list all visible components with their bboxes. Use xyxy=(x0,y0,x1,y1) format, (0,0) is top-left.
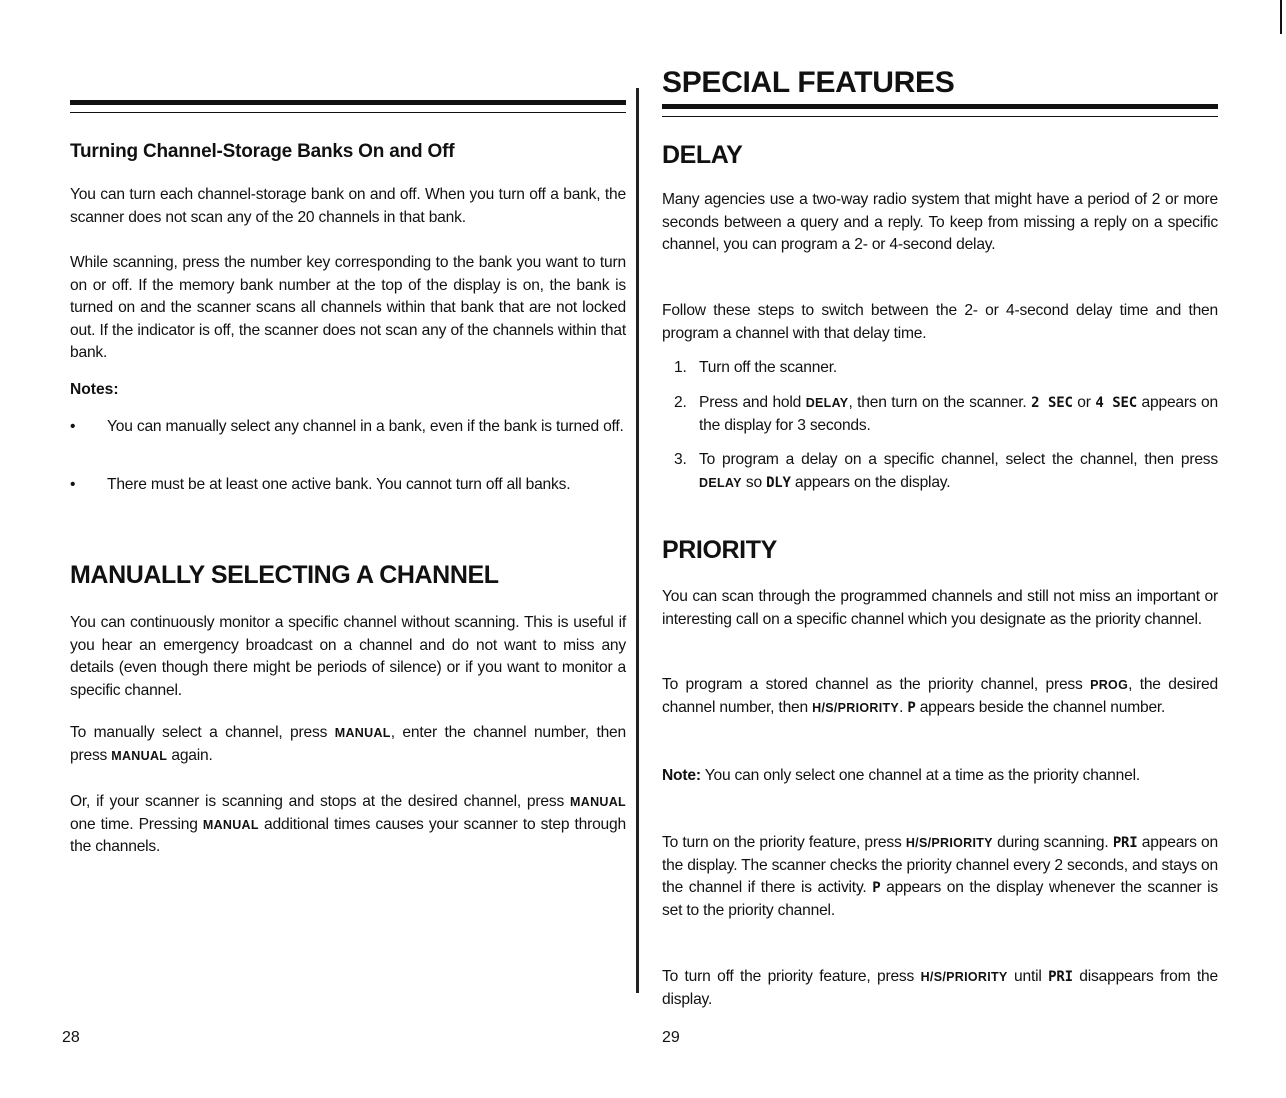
page-number-right: 29 xyxy=(662,1029,680,1046)
delay-paragraph-2: Follow these steps to switch between the 2- or 4-second delay time and then program a channel with that delay time. xyxy=(662,302,1218,342)
priority-paragraph-4: To turn off the priority feature, press H/S/PRIORITY until PRI disappears from the display. xyxy=(662,968,1218,1008)
note-text: You can manually select any channel in a bank, even if the bank is turned off. xyxy=(107,418,624,435)
manual-paragraph-1: You can continuously monitor a specific channel without scanning. This is useful if you hear an emergency broadcast on a channel and do not want to miss any details (even though there might be periods of silence) or if you want to monitor a specific channel. xyxy=(70,614,626,699)
delay-paragraph-1: Many agencies use a two-way radio system that might have a period of 2 or more seconds between a query and a reply. To keep from missing a reply on a specific channel, you can program a 2- or 4-second delay. xyxy=(662,191,1218,253)
lcd-4sec: 4 SEC xyxy=(1095,395,1137,411)
step-text: To program a delay on a specific channel, select the channel, then press DELAY so DLY appears on the display. xyxy=(699,451,1218,491)
edge-mark xyxy=(1280,0,1282,34)
priority-key: H/S/PRIORITY xyxy=(905,836,993,850)
delay-key: DELAY xyxy=(805,396,849,410)
lcd-pri: PRI xyxy=(1112,835,1138,851)
banks-subheading: Turning Channel-Storage Banks On and Off xyxy=(70,141,455,162)
manual-key: MANUAL xyxy=(111,748,168,763)
banks-intro-paragraph: You can turn each channel-storage bank on and off. When you turn off a bank, the scanner does not scan any of the 20 channels in that bank. xyxy=(70,186,626,226)
step-number: 2. xyxy=(674,394,687,411)
lcd-p: P xyxy=(907,699,916,716)
banks-scanning-paragraph: While scanning, press the number key corresponding to the bank you want to turn on or off. If the memory bank number at the top of the display is on, the bank is turned on and the scanner scans all channels within that bank that are not locked out. If the indicator is off, the scanner does not scan any of the channels within that bank. xyxy=(70,254,626,361)
step-text: Press and hold DELAY, then turn on the scanner. 2 SEC or 4 SEC appears on the display for 3 seconds. xyxy=(699,394,1219,434)
top-rule-thick xyxy=(70,100,626,105)
priority-key: H/S/PRIORITY xyxy=(812,700,900,715)
note-label: Note: xyxy=(662,767,701,784)
delay-step-2 xyxy=(662,392,1218,437)
priority-paragraph-3: To turn on the priority feature, press H/S/PRIORITY during scanning. PRI appears on the display. The scanner checks the priority channel every 2 seconds, and stays on the channel if there is activity. P appears on the display whenever the scanner is set to the priority channel. xyxy=(662,834,1218,919)
manual-key: MANUAL xyxy=(570,795,626,809)
bullet-icon: • xyxy=(70,418,76,435)
notes-label: Notes: xyxy=(70,381,119,398)
manual-heading: MANUALLY SELECTING A CHANNEL xyxy=(70,561,499,589)
note-item xyxy=(70,416,626,439)
title-rule-thin xyxy=(662,116,1218,117)
right-page xyxy=(662,0,1218,1098)
manual-paragraph-2: To manually select a channel, press MANUAL, enter the channel number, then press MANUAL again. xyxy=(70,724,626,764)
step-number: 3. xyxy=(674,451,687,468)
left-page xyxy=(62,0,626,1098)
step-text: Turn off the scanner. xyxy=(699,359,837,376)
page-number-left: 28 xyxy=(62,1029,80,1046)
manual-key: MANUAL xyxy=(202,817,259,832)
bullet-icon: • xyxy=(70,476,76,493)
top-rule-thin xyxy=(70,112,626,113)
manual-key: MANUAL xyxy=(334,726,391,740)
prog-key: PROG xyxy=(1090,678,1129,692)
special-features-title: SPECIAL FEATURES xyxy=(662,66,955,99)
priority-paragraph-2: To program a stored channel as the priority channel, press PROG, the desired channel number, then H/S/PRIORITY. P appears beside the channel number. xyxy=(662,676,1218,716)
priority-note: Note: You can only select one channel at a time as the priority channel. xyxy=(662,767,1140,784)
delay-heading: DELAY xyxy=(662,141,743,169)
manual-paragraph-3: Or, if your scanner is scanning and stops at the desired channel, press MANUAL one time. Pressing MANUAL additional times causes your scanner to step through the channels. xyxy=(70,793,626,855)
lcd-p: P xyxy=(872,880,881,896)
note-text: There must be at least one active bank. You cannot turn off all banks. xyxy=(107,476,571,493)
lcd-dly: DLY xyxy=(766,474,791,491)
delay-key: DELAY xyxy=(699,475,742,490)
page-spine xyxy=(636,88,639,993)
lcd-pri: PRI xyxy=(1048,969,1073,985)
note-item xyxy=(70,474,626,497)
delay-step-3 xyxy=(662,449,1218,494)
step-number: 1. xyxy=(674,359,687,376)
lcd-2sec: 2 SEC xyxy=(1031,395,1073,411)
priority-key: H/S/PRIORITY xyxy=(920,970,1008,984)
title-rule-thick xyxy=(662,104,1218,109)
delay-step-1 xyxy=(662,357,1218,380)
priority-paragraph-1: You can scan through the programmed channels and still not miss an important or interesting call on a specific channel which you designate as the priority channel. xyxy=(662,588,1218,628)
priority-heading: PRIORITY xyxy=(662,536,777,564)
